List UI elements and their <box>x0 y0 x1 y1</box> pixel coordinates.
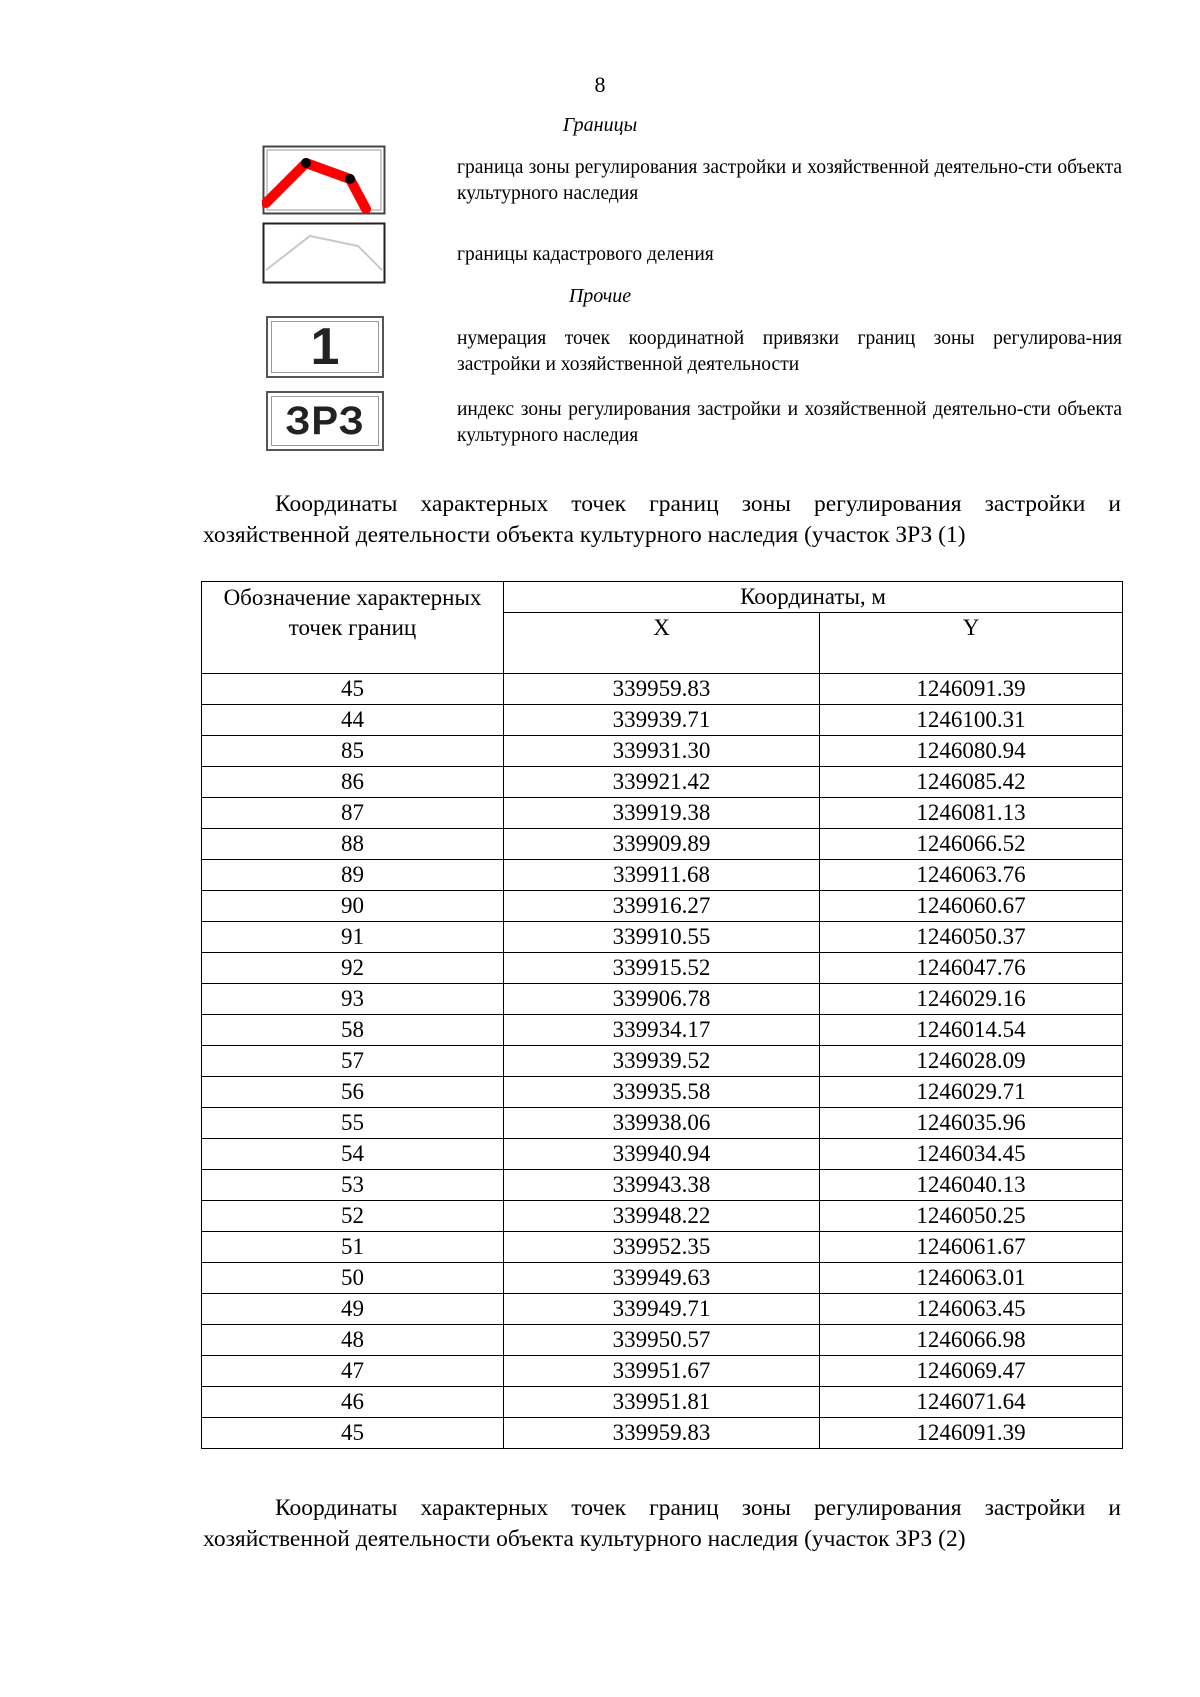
x-cell: 339943.38 <box>504 1170 820 1201</box>
point-cell: 56 <box>202 1077 504 1108</box>
table-row <box>202 1294 1123 1325</box>
x-cell: 339934.17 <box>504 1015 820 1046</box>
table-row <box>202 1046 1123 1077</box>
point-cell: 44 <box>202 705 504 736</box>
x-cell: 339940.94 <box>504 1139 820 1170</box>
x-cell: 339909.89 <box>504 829 820 860</box>
table-caption-1: Координаты характерных точек границ зоны регулирования застройки и хозяйственной деятельности объекта культурного наследия (участок ЗРЗ (1) <box>203 491 1121 548</box>
legend-row-point-numbering <box>262 316 1122 382</box>
point-cell: 85 <box>202 736 504 767</box>
table-row <box>202 1325 1123 1356</box>
table-row <box>202 860 1123 891</box>
legend-row-cadastral-boundary <box>262 222 1122 284</box>
y-cell: 1246028.09 <box>820 1046 1123 1077</box>
point-cell: 51 <box>202 1232 504 1263</box>
table-row <box>202 1077 1123 1108</box>
x-cell: 339949.63 <box>504 1263 820 1294</box>
table-row <box>202 1108 1123 1139</box>
y-cell: 1246066.98 <box>820 1325 1123 1356</box>
x-cell: 339939.71 <box>504 705 820 736</box>
legend-heading-other: Прочие <box>568 285 632 307</box>
point-cell: 92 <box>202 953 504 984</box>
x-cell: 339938.06 <box>504 1108 820 1139</box>
y-cell: 1246029.71 <box>820 1077 1123 1108</box>
point-cell: 45 <box>202 1418 504 1449</box>
point-numbering-text: нумерация точек координатной привязки границ зоны регулирова-ния застройки и хозяйственной деятельности <box>457 328 1122 375</box>
point-cell: 50 <box>202 1263 504 1294</box>
table-row <box>202 953 1123 984</box>
x-cell: 339931.30 <box>504 736 820 767</box>
page-number: 8 <box>594 72 606 97</box>
x-cell: 339952.35 <box>504 1232 820 1263</box>
header-y: Y <box>820 613 1123 674</box>
point-cell: 93 <box>202 984 504 1015</box>
x-cell: 339911.68 <box>504 860 820 891</box>
point-cell: 86 <box>202 767 504 798</box>
table-row <box>202 1201 1123 1232</box>
legend-row-zone-boundary <box>262 145 1122 217</box>
coordinates-table-body <box>202 674 1123 1449</box>
x-cell: 339951.67 <box>504 1356 820 1387</box>
y-cell: 1246100.31 <box>820 705 1123 736</box>
point-number-icon: 1 <box>266 316 384 378</box>
x-cell: 339935.58 <box>504 1077 820 1108</box>
point-cell: 46 <box>202 1387 504 1418</box>
table-row <box>202 984 1123 1015</box>
y-cell: 1246014.54 <box>820 1015 1123 1046</box>
table-row <box>202 767 1123 798</box>
legend-row-zone-index <box>262 391 1122 455</box>
zone-index-text: индекс зоны регулирования застройки и хозяйственной деятельно-сти объекта культурного наследия <box>457 399 1122 446</box>
table-row <box>202 798 1123 829</box>
zone-boundary-vertex <box>345 174 355 184</box>
y-cell: 1246040.13 <box>820 1170 1123 1201</box>
point-cell: 49 <box>202 1294 504 1325</box>
x-cell: 339919.38 <box>504 798 820 829</box>
y-cell: 1246081.13 <box>820 798 1123 829</box>
y-cell: 1246063.45 <box>820 1294 1123 1325</box>
y-cell: 1246066.52 <box>820 829 1123 860</box>
y-cell: 1246091.39 <box>820 674 1123 705</box>
y-cell: 1246071.64 <box>820 1387 1123 1418</box>
y-cell: 1246063.01 <box>820 1263 1123 1294</box>
point-cell: 57 <box>202 1046 504 1077</box>
table-row <box>202 1356 1123 1387</box>
point-cell: 91 <box>202 922 504 953</box>
y-cell: 1246061.67 <box>820 1232 1123 1263</box>
x-cell: 339948.22 <box>504 1201 820 1232</box>
point-cell: 54 <box>202 1139 504 1170</box>
cadastral-boundary-icon <box>262 222 386 284</box>
y-cell: 1246060.67 <box>820 891 1123 922</box>
point-cell: 52 <box>202 1201 504 1232</box>
x-cell: 339906.78 <box>504 984 820 1015</box>
x-cell: 339951.81 <box>504 1387 820 1418</box>
coordinates-table <box>201 581 1123 1449</box>
y-cell: 1246047.76 <box>820 953 1123 984</box>
point-cell: 53 <box>202 1170 504 1201</box>
table-row <box>202 1015 1123 1046</box>
zone-index-icon: ЗРЗ <box>266 391 384 451</box>
table-row <box>202 1170 1123 1201</box>
x-cell: 339916.27 <box>504 891 820 922</box>
x-cell: 339915.52 <box>504 953 820 984</box>
y-cell: 1246029.16 <box>820 984 1123 1015</box>
zone-boundary-text: граница зоны регулирования застройки и хозяйственной деятельно-сти объекта культурного наследия <box>457 157 1122 204</box>
table-row <box>202 829 1123 860</box>
x-cell: 339949.71 <box>504 1294 820 1325</box>
point-cell: 58 <box>202 1015 504 1046</box>
y-cell: 1246050.25 <box>820 1201 1123 1232</box>
table-row <box>202 705 1123 736</box>
y-cell: 1246050.37 <box>820 922 1123 953</box>
table-row <box>202 1387 1123 1418</box>
point-cell: 90 <box>202 891 504 922</box>
header-x: X <box>504 613 820 674</box>
point-cell: 89 <box>202 860 504 891</box>
x-cell: 339950.57 <box>504 1325 820 1356</box>
point-cell: 55 <box>202 1108 504 1139</box>
y-cell: 1246063.76 <box>820 860 1123 891</box>
y-cell: 1246069.47 <box>820 1356 1123 1387</box>
table-row <box>202 1418 1123 1449</box>
table-row <box>202 891 1123 922</box>
table-caption-2: Координаты характерных точек границ зоны регулирования застройки и хозяйственной деятельности объекта культурного наследия (участок ЗРЗ (2) <box>203 1495 1121 1552</box>
point-cell: 87 <box>202 798 504 829</box>
table-row <box>202 1232 1123 1263</box>
point-cell: 47 <box>202 1356 504 1387</box>
table-row <box>202 1139 1123 1170</box>
y-cell: 1246091.39 <box>820 1418 1123 1449</box>
point-cell: 48 <box>202 1325 504 1356</box>
x-cell: 339921.42 <box>504 767 820 798</box>
x-cell: 339939.52 <box>504 1046 820 1077</box>
y-cell: 1246035.96 <box>820 1108 1123 1139</box>
table-row <box>202 922 1123 953</box>
y-cell: 1246034.45 <box>820 1139 1123 1170</box>
x-cell: 339959.83 <box>504 674 820 705</box>
x-cell: 339959.83 <box>504 1418 820 1449</box>
table-row <box>202 736 1123 767</box>
x-cell: 339910.55 <box>504 922 820 953</box>
y-cell: 1246080.94 <box>820 736 1123 767</box>
cadastral-boundary-text: границы кадастрового деления <box>457 244 714 265</box>
table-row <box>202 674 1123 705</box>
legend-heading-boundaries: Границы <box>562 114 638 136</box>
zone-boundary-vertex <box>301 158 311 168</box>
point-cell: 45 <box>202 674 504 705</box>
point-cell: 88 <box>202 829 504 860</box>
header-coordinates: Координаты, м <box>504 582 1123 613</box>
zone-boundary-icon <box>262 145 386 215</box>
table-row <box>202 1263 1123 1294</box>
header-point-designation: Обозначение характерных точек границ <box>202 582 504 674</box>
y-cell: 1246085.42 <box>820 767 1123 798</box>
